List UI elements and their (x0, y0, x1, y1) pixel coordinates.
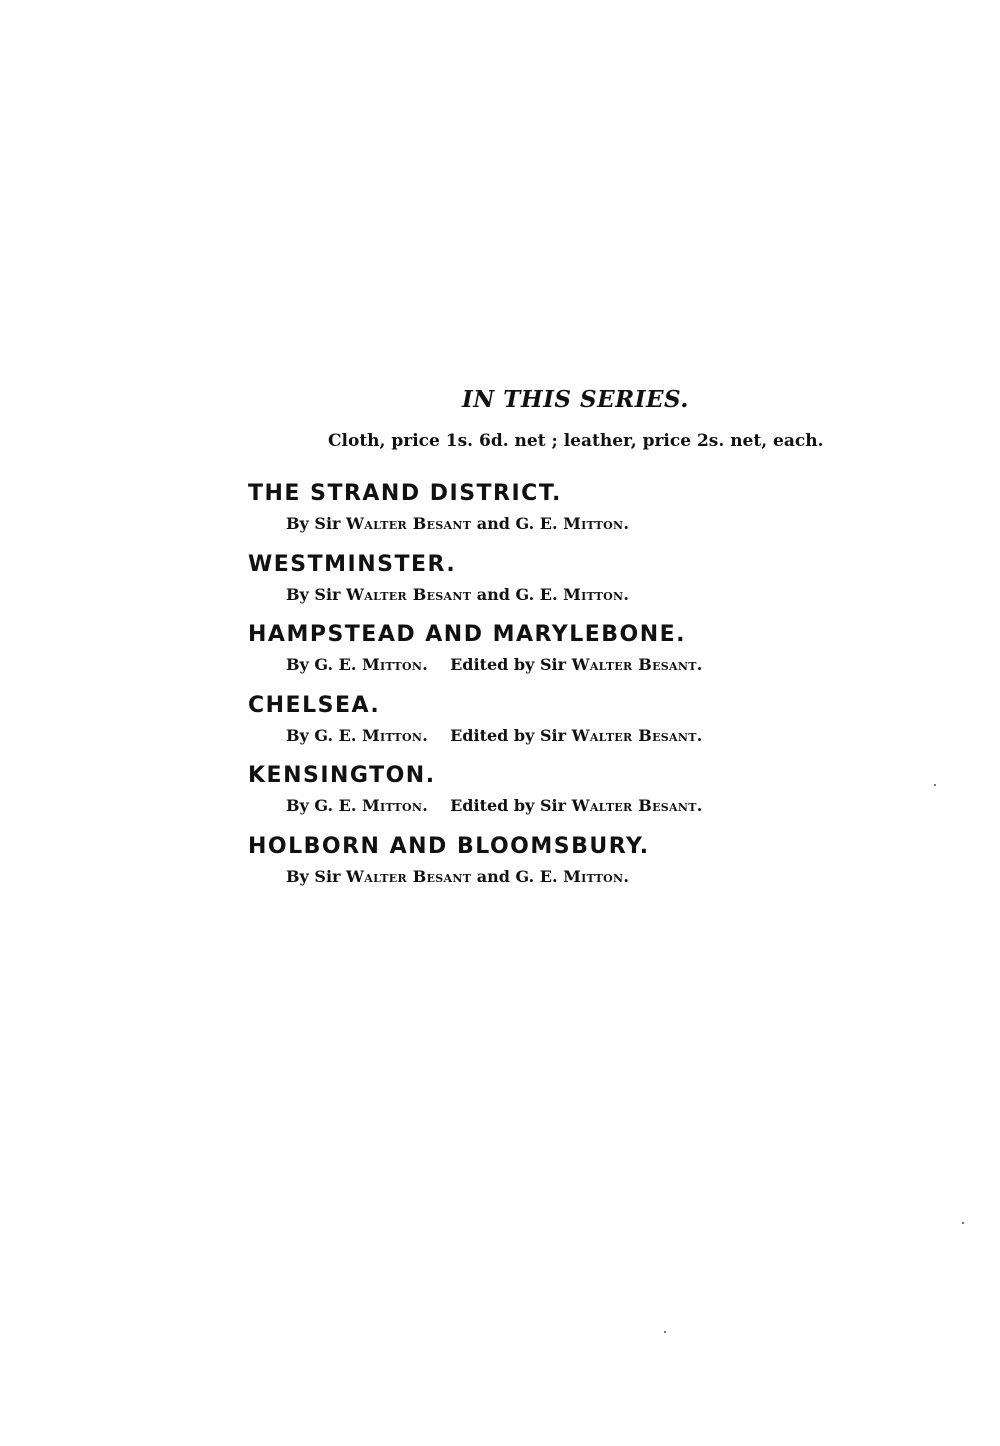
author-name: Mitton (563, 585, 624, 604)
byline-prefix: By G. E. (286, 796, 362, 815)
byline-connector: and G. E. (471, 514, 564, 533)
author-name: Walter Besant (346, 585, 472, 604)
series-heading: IN THIS SERIES. (462, 386, 689, 413)
author-name: Mitton (361, 655, 423, 674)
byline-prefix: By Sir (286, 585, 347, 604)
byline-prefix: By G. E. (286, 655, 362, 674)
byline-end: . (696, 796, 703, 815)
author-name: Mitton (563, 867, 624, 886)
byline-connector: . Edited by Sir (422, 726, 572, 745)
byline-end: . (696, 726, 703, 745)
book-title: HOLBORN AND BLOOMSBURY. (248, 834, 650, 859)
byline-connector: and G. E. (471, 867, 564, 886)
scan-speck (934, 784, 936, 786)
author-name: Walter Besant (571, 796, 697, 815)
author-name: Mitton (361, 726, 423, 745)
author-name: Walter Besant (346, 514, 472, 533)
byline-end: . (623, 514, 629, 533)
byline-prefix: By Sir (286, 514, 347, 533)
scan-speck (962, 1222, 964, 1224)
book-byline (286, 726, 702, 745)
book-byline (286, 514, 629, 533)
book-byline (286, 796, 702, 815)
byline-prefix: By Sir (286, 867, 347, 886)
scan-speck (664, 1331, 666, 1333)
byline-connector: . Edited by Sir (422, 655, 572, 674)
price-line: Cloth, price 1s. 6d. net ; leather, price 2s. net, each. (328, 431, 824, 451)
book-title: HAMPSTEAD AND MARYLEBONE. (248, 622, 687, 647)
byline-connector: and G. E. (471, 585, 564, 604)
book-byline (286, 585, 629, 604)
byline-end: . (696, 655, 703, 674)
book-title: THE STRAND DISTRICT. (248, 481, 562, 506)
book-title: KENSINGTON. (248, 763, 436, 788)
author-name: Walter Besant (346, 867, 472, 886)
byline-end: . (623, 585, 629, 604)
author-name: Walter Besant (571, 726, 697, 745)
byline-connector: . Edited by Sir (422, 796, 572, 815)
author-name: Mitton (563, 514, 624, 533)
book-byline (286, 867, 629, 886)
author-name: Mitton (361, 796, 423, 815)
byline-end: . (623, 867, 629, 886)
byline-prefix: By G. E. (286, 726, 362, 745)
book-title: CHELSEA. (248, 693, 381, 718)
author-name: Walter Besant (571, 655, 697, 674)
book-byline (286, 655, 702, 674)
book-title: WESTMINSTER. (248, 552, 457, 577)
